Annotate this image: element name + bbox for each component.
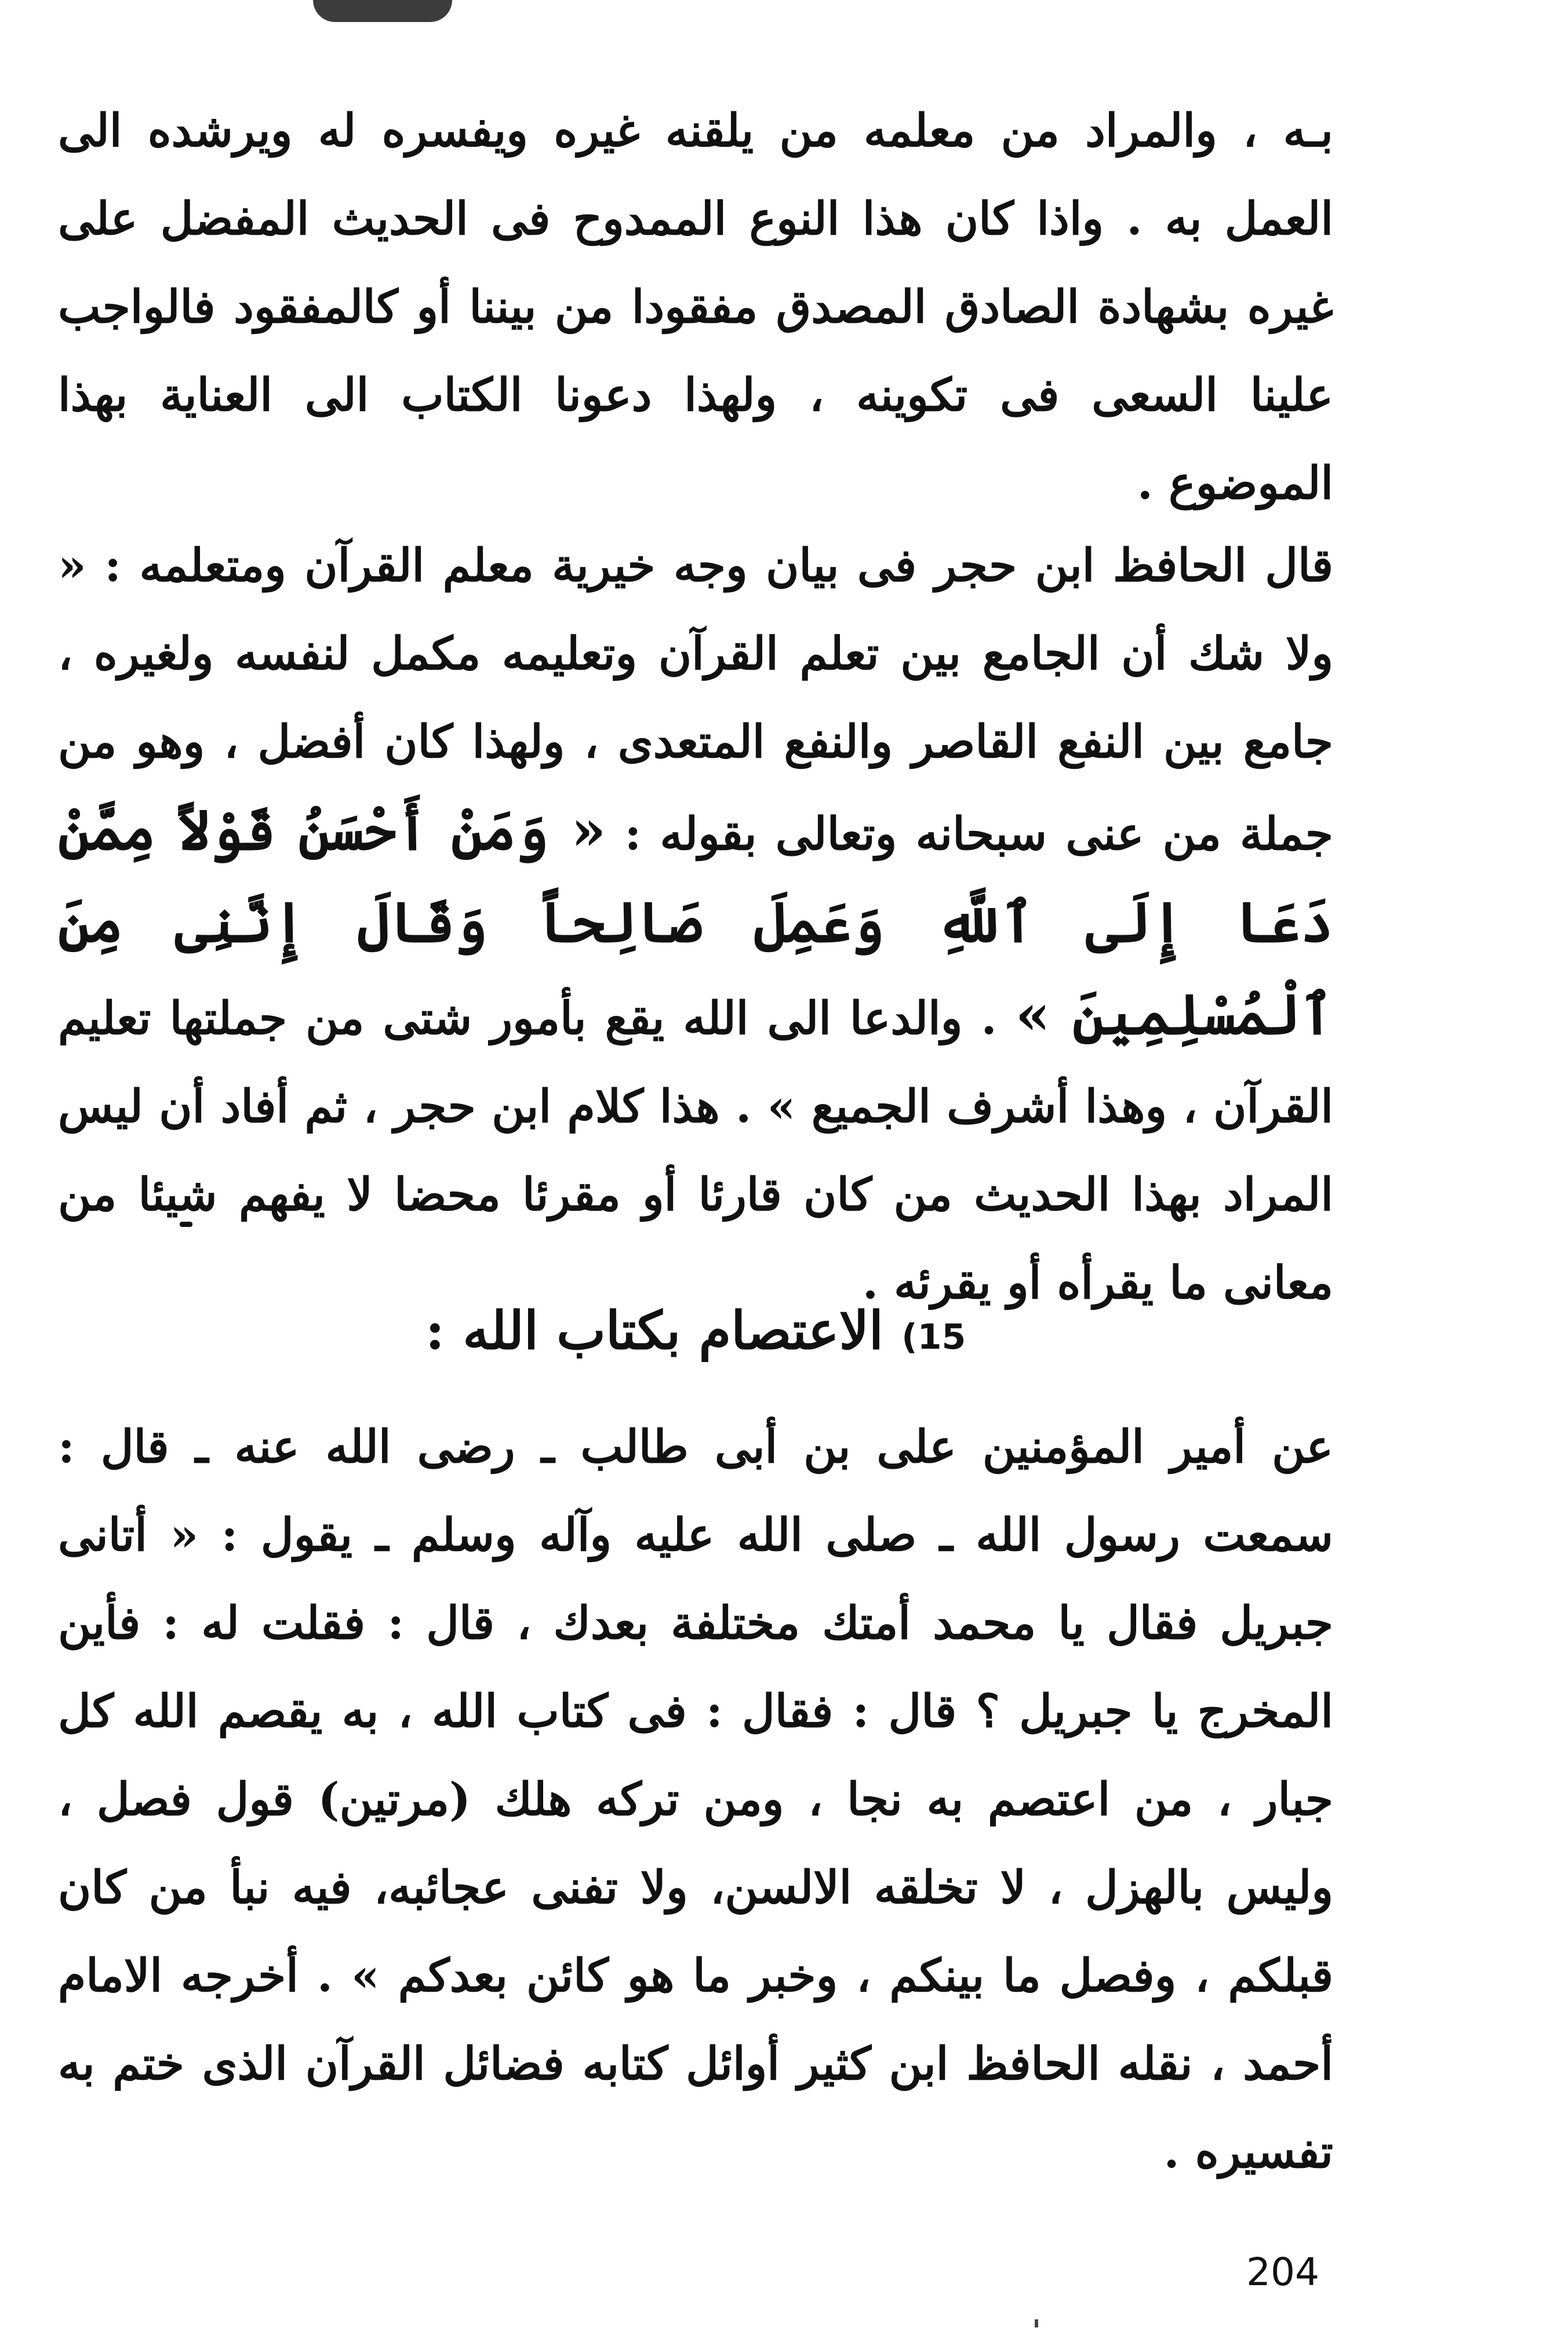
print-speck (180, 1222, 192, 1227)
section-title: الاعتصام بكتاب الله : (425, 1300, 883, 1361)
paragraph-2 (58, 522, 1333, 1327)
paragraph-3: عن أمير المؤمنين على بن أبى طالب ـ رضى الله عنه ـ قال : سمعت رسول الله ـ صلى الله عليه وآله وسلم ـ يقول : « أتانى جبريل فقال يا محمد أمتك مختلفة بعدك ، قال : فقلت له : فأين المخرج يا جبريل ؟ قال : فقال : فى كتاب الله ، به يقصم الله كل جبار ، من اعتصم به نجا ، ومن تركه هلك (مرتين) قول فصل ، وليس بالهزل ، لا تخلقه الالسن، ولا تفنى عجائبه، فيه نبأ من كان قبلكم ، وفصل ما بينكم ، وخبر ما هو كائن بعدكم » . أخرجه الامام أحمد ، نقله الحافظ ابن كثير أوائل كتابه فضائل القرآن الذى ختم به تفسيره . (58, 1421, 1333, 2178)
paragraph-2-intro: قال الحافظ ابن حجر فى بيان وجه خيرية معلم القرآن ومتعلمه : « ولا شك أن الجامع بين تعلم القرآن وتعليمه مكمل لنفسه ولغيره ، جامع بين النفع القاصر والنفع المتعدى ، ولهذا كان أفضل ، وهو من جملة من عنى سبحانه وتعالى بقوله : (58, 539, 1333, 860)
paragraph-2-continuation: . والدعا الى الله يقع بأمور شتى من جملتها تعليم القرآن ، وهذا أشرف الجميع » . هذا كلام ابن حجر ، ثم أفاد أن ليس المراد بهذا الحديث من كان قارئا أو مقرئا محضا لا يفهم شيئا من معانى ما يقرأه أو يقرئه . (58, 992, 1333, 1309)
quran-verse: « وَمَنْ أَحْسَنُ قَوْلاً مِمَّنْ دَعَا إِلَى ٱللَّهِ وَعَمِلَ صَالِحاً وَقَالَ إِنَّنِى مِنَ ٱلْمُسْلِمِينَ » (58, 797, 1334, 1047)
print-speck-bottom (1035, 2319, 1038, 2327)
section-number: 15) (901, 1317, 966, 1357)
scan-artifact (313, 0, 452, 22)
page-number: 204 (1246, 2250, 1319, 2294)
section-heading (58, 1284, 1333, 1383)
paragraph-1: بـه ، والمراد من معلمه من يلقنه غيره ويفسره له ويرشده الى العمل به . واذا كان هذا النوع الممدوح فى الحديث المفضل على غيره بشهادة الصادق المصدق مفقودا من بيننا أو كالمفقود فالواجب علينا السعى فى تكوينه ، ولهذا دعونا الكتاب الى العناية بهذا الموضوع . (58, 104, 1334, 510)
